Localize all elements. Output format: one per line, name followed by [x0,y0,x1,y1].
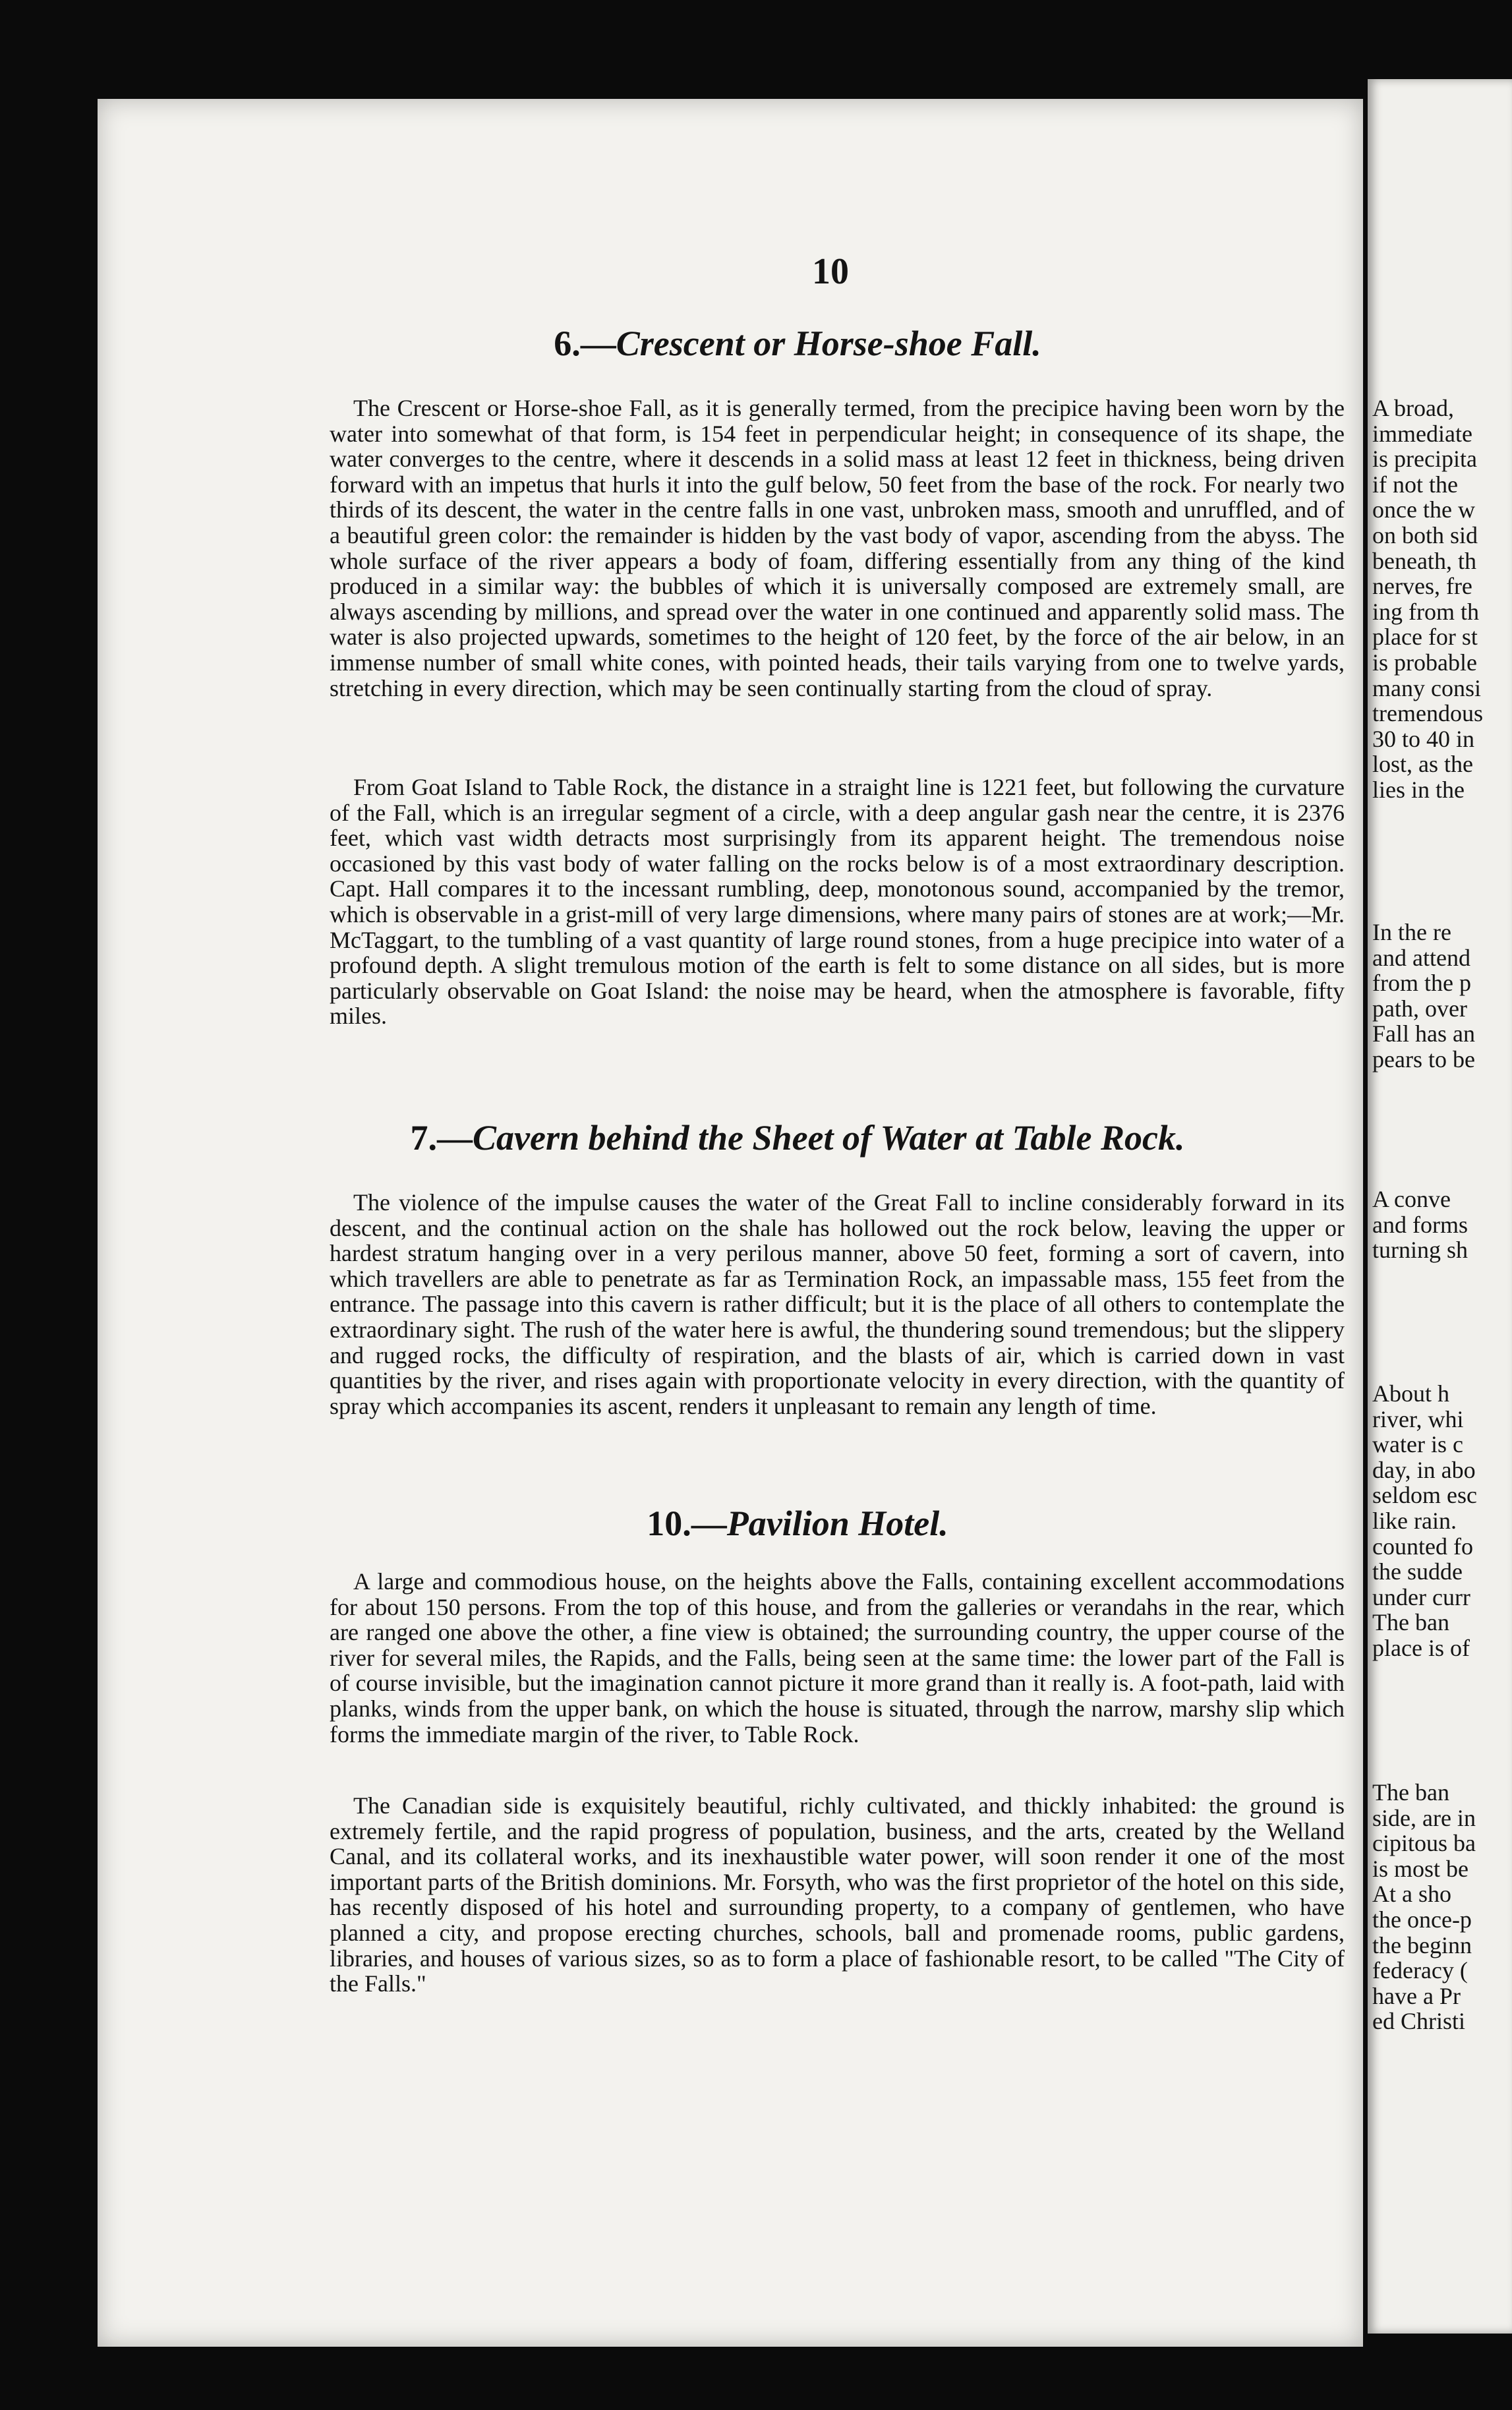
paragraph-pavilion-description: A large and commodious house, on the heights above the Falls, containing excellent accommodations for about 150 persons. From the top of this house, and from the galleries or verandahs in the rear, which are ranged one above the other, a fine view is obtained; the surrounding country, the upper course of the river for several miles, the Rapids, and the Falls, being seen at the same time: the lower part of the Fall is of course invisible, but the imagination cannot picture it more grand than it really is. A foot-path, laid with planks, winds from the upper bank, on which the house is situated, through the narrow, marshy slip which forms the immediate margin of the river, to Table Rock. [330,1568,1345,1748]
facing-page-text-block [1372,1187,1512,1263]
facing-page-line: the sudde [1372,1558,1463,1585]
facing-page-line: side, are in [1372,1804,1476,1831]
facing-page-line: counted fo [1372,1533,1473,1560]
section-title: Cavern behind the Sheet of Water at Table Rock. [472,1118,1185,1158]
facing-page-line: pears to be [1372,1045,1475,1073]
paragraph-goat-island-distance: From Goat Island to Table Rock, the distance in a straight line is 1221 feet, but following the curvature of the Fall, which is an irregular segment of a circle, with a deep angular gash near the centre, it is 2376 feet, which vast width detracts most surprisingly from its apparent height. The tremendous noise occasioned by this vast body of water falling on the rocks below is of a most extraordinary description. Capt. Hall compares it to the incessant rumbling, deep, monotonous sound, accompanied by the tremor, which is observable in a grist-mill of very large dimensions, where many pairs of stones are at work;—Mr. McTaggart, to the tumbling of a vast quantity of large round stones, from a huge precipice into water of a profound depth. A slight tremulous motion of the earth is felt to some distance on all sides, but is more particularly observable on Goat Island: the noise may be heard, when the atmosphere is favorable, fifty miles. [330,774,1345,1030]
section-title: Pavilion Hotel. [726,1504,948,1543]
facing-page-line: beneath, th [1372,547,1476,574]
section-heading-pavilion-hotel [237,1503,1358,1544]
facing-page-line: ed Christi [1372,2008,1465,2034]
paragraph-cavern-description: The violence of the impulse causes the water of the Great Fall to incline considerably forward in its descent, and the continual action on the shale has hollowed out the rock below, leaving the upper or hardest stratum hanging over in a very perilous manner, above 50 feet, forming a sort of cavern, into which travellers are able to penetrate as far as Termination Rock, an impassable mass, 155 feet from the entrance. The passage into this cavern is rather difficult; but it is the place of all others to contemplate the extraordinary sight. The rush of the water here is awful, the thundering sound tremendous; but the slippery and rugged rocks, the difficulty of respiration, and the blasts of air, which is carried down in vast quantities by the river, and rises again with proportionate velocity in every direction, with the quantity of spray which accompanies its ascent, renders it unpleasant to remain any length of time. [330,1189,1345,1419]
section-heading-cavern [237,1117,1358,1158]
facing-page-text-block [1372,1381,1512,1661]
facing-page-line: is precipita [1372,446,1477,473]
section-title: Crescent or Horse-shoe Fall. [616,324,1041,363]
facing-page-line: lies in the [1372,776,1465,803]
facing-page-line: The ban [1372,1780,1449,1806]
facing-page-line: federacy ( [1372,1957,1468,1984]
facing-page-line: In the re [1372,920,1451,945]
facing-page-line: A broad, [1372,396,1454,421]
facing-page-line: the once-p [1372,1906,1472,1933]
section-number: 6.— [554,324,616,363]
paragraph-crescent-description: The Crescent or Horse-shoe Fall, as it is generally termed, from the precipice having been worn by the water into somewhat of that form, is 154 feet in perpendicular height; in consequence of its shape, the water converges to the centre, where it descends in a solid mass at least 12 feet in thickness, being driven forward with an impetus that hurls it into the gulf below, 50 feet from the base of the rock. For nearly two thirds of its descent, the water in the centre falls in one vast, unbroken mass, smooth and unruffled, and of a beautiful green color: the remainder is hidden by the vast body of vapor, ascending from the abyss. The whole surface of the river appears a body of foam, differing essentially from any thing of the kind produced in a similar way: the bubbles of which it is universally composed are extremely small, are always ascending by millions, and spread over the water in one continued and apparently solid mass. The water is also projected upwards, sometimes to the height of 120 feet, by the force of the air below, in an immense number of small white cones, with pointed heads, their tails varying from one to twelve yards, stretching in every direction, which may be seen continually starting from the cloud of spray. [330,395,1345,701]
facing-page-line: under curr [1372,1583,1470,1610]
facing-page-line: A conve [1372,1187,1451,1212]
facing-page-line: The ban [1372,1609,1449,1636]
facing-page-line: About h [1372,1381,1449,1407]
facing-page-line: on both sid [1372,521,1478,548]
facing-page-text-block [1372,920,1512,1073]
facing-page-text-block [1372,1780,1512,2034]
facing-page-text-block [1372,396,1512,803]
facing-page-line: once the w [1372,496,1475,523]
facing-page-line: path, over [1372,995,1467,1022]
facing-page-line: tremendous [1372,700,1483,727]
facing-page-line: day, in abo [1372,1456,1476,1483]
facing-page-line: turning sh [1372,1237,1468,1263]
facing-page-line: is most be [1372,1855,1469,1882]
facing-page-line: like rain. [1372,1507,1457,1534]
facing-page-line: At a sho [1372,1881,1451,1908]
paragraph-canadian-side: The Canadian side is exquisitely beautiful, richly cultivated, and thickly inhabited: the ground is extremely fertile, and the rapid progress of population, business, and the arts, created by the Welland Canal, and its collateral works, and its inexhaustible water power, will soon render it one of the most important parts of the British dominions. Mr. Forsyth, who was the first proprietor of the hotel on this side, has recently disposed of his hotel and surrounding property, to a company of gentlemen, who have planned a city, and propose erecting churches, schools, ball and promenade rooms, public gardens, libraries, and houses of various sizes, so as to form a place of fashionable resort, to be called "The City of the Falls." [330,1792,1345,1997]
section-number: 10.— [647,1504,727,1543]
facing-page-line: 30 to 40 in [1372,725,1475,752]
facing-page-line: seldom esc [1372,1482,1477,1509]
section-number: 7.— [410,1118,473,1158]
facing-page-line: river, whi [1372,1405,1464,1432]
facing-page-line: and forms [1372,1211,1468,1238]
page-number: 10 [812,251,849,292]
facing-page-line: immediate [1372,420,1472,447]
facing-page-line: and attend [1372,944,1470,971]
section-heading-crescent-fall [237,323,1358,364]
facing-page-line: from the p [1372,970,1471,997]
facing-page-line: nerves, fre [1372,573,1472,600]
facing-page-line: have a Pr [1372,1982,1461,2009]
facing-page-line: Fall has an [1372,1020,1475,1047]
facing-page-line: place for st [1372,624,1478,651]
facing-page-line: water is c [1372,1431,1463,1458]
facing-page-line: if not the [1372,471,1458,498]
facing-page-line: cipitous ba [1372,1830,1476,1857]
facing-page-line: place is of [1372,1634,1470,1661]
facing-page-line: lost, as the [1372,751,1473,778]
facing-page-line: the beginn [1372,1931,1472,1958]
facing-page-line: ing from th [1372,598,1479,625]
facing-page-line: is probable [1372,649,1477,676]
facing-page-line: many consi [1372,674,1481,701]
